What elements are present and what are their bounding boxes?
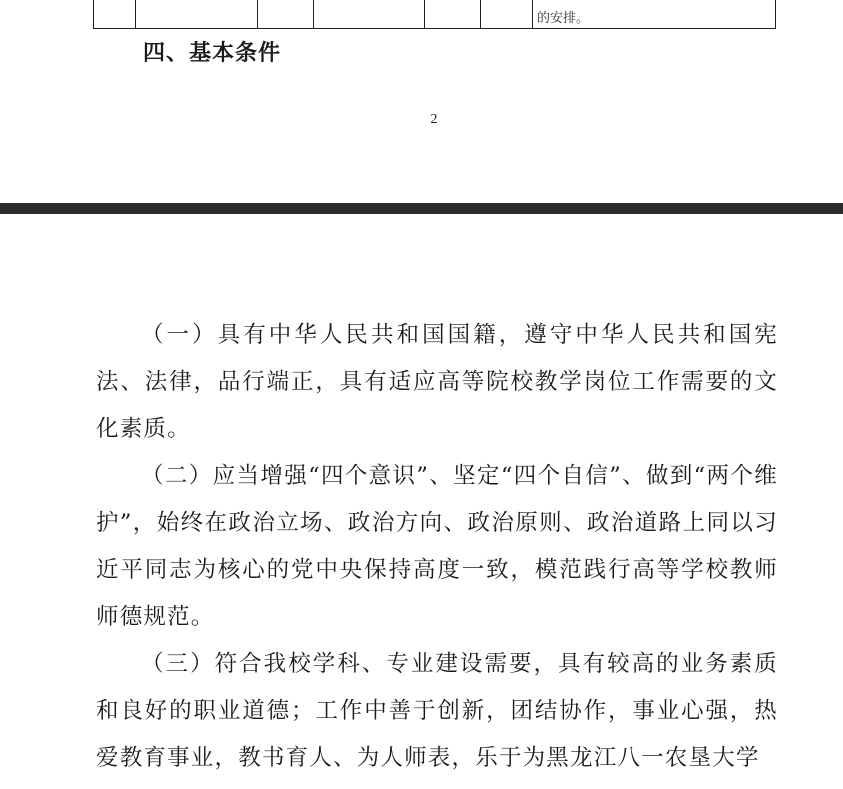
table-row (94, 0, 776, 29)
body-text (96, 312, 778, 782)
requirements-table-fragment (93, 0, 776, 29)
table-cell (425, 0, 481, 29)
paragraph-political: （二）应当增强“四个意识”、坚定“四个自信”、做到“两个维护”，始终在政治立场、政治方向、政治原则、政治道路上同以习近平同志为核心的党中央保持高度一致，模范践行高等学校教师师德规范。 (96, 463, 778, 630)
paragraph-professional: （三）符合我校学科、专业建设需要，具有较高的业务素质和良好的职业道德；工作中善于创新，团结协作，事业心强，热爱教育事业，教书育人、为人师表，乐于为黑龙江八一农垦大学 (96, 651, 778, 771)
page-number: 2 (430, 112, 438, 127)
table-cell-notes: 的安排。 (533, 0, 776, 29)
table-cell (314, 0, 425, 29)
table-cell (258, 0, 314, 29)
table-cell (94, 0, 136, 29)
table-cell (136, 0, 258, 29)
page-separator (0, 203, 843, 214)
table-cell (481, 0, 533, 29)
paragraph-nationality: （一）具有中华人民共和国国籍，遵守中华人民共和国宪法、法律，品行端正，具有适应高等院校教学岗位工作需要的文化素质。 (96, 322, 778, 442)
section-heading: 四、基本条件 (143, 41, 282, 66)
